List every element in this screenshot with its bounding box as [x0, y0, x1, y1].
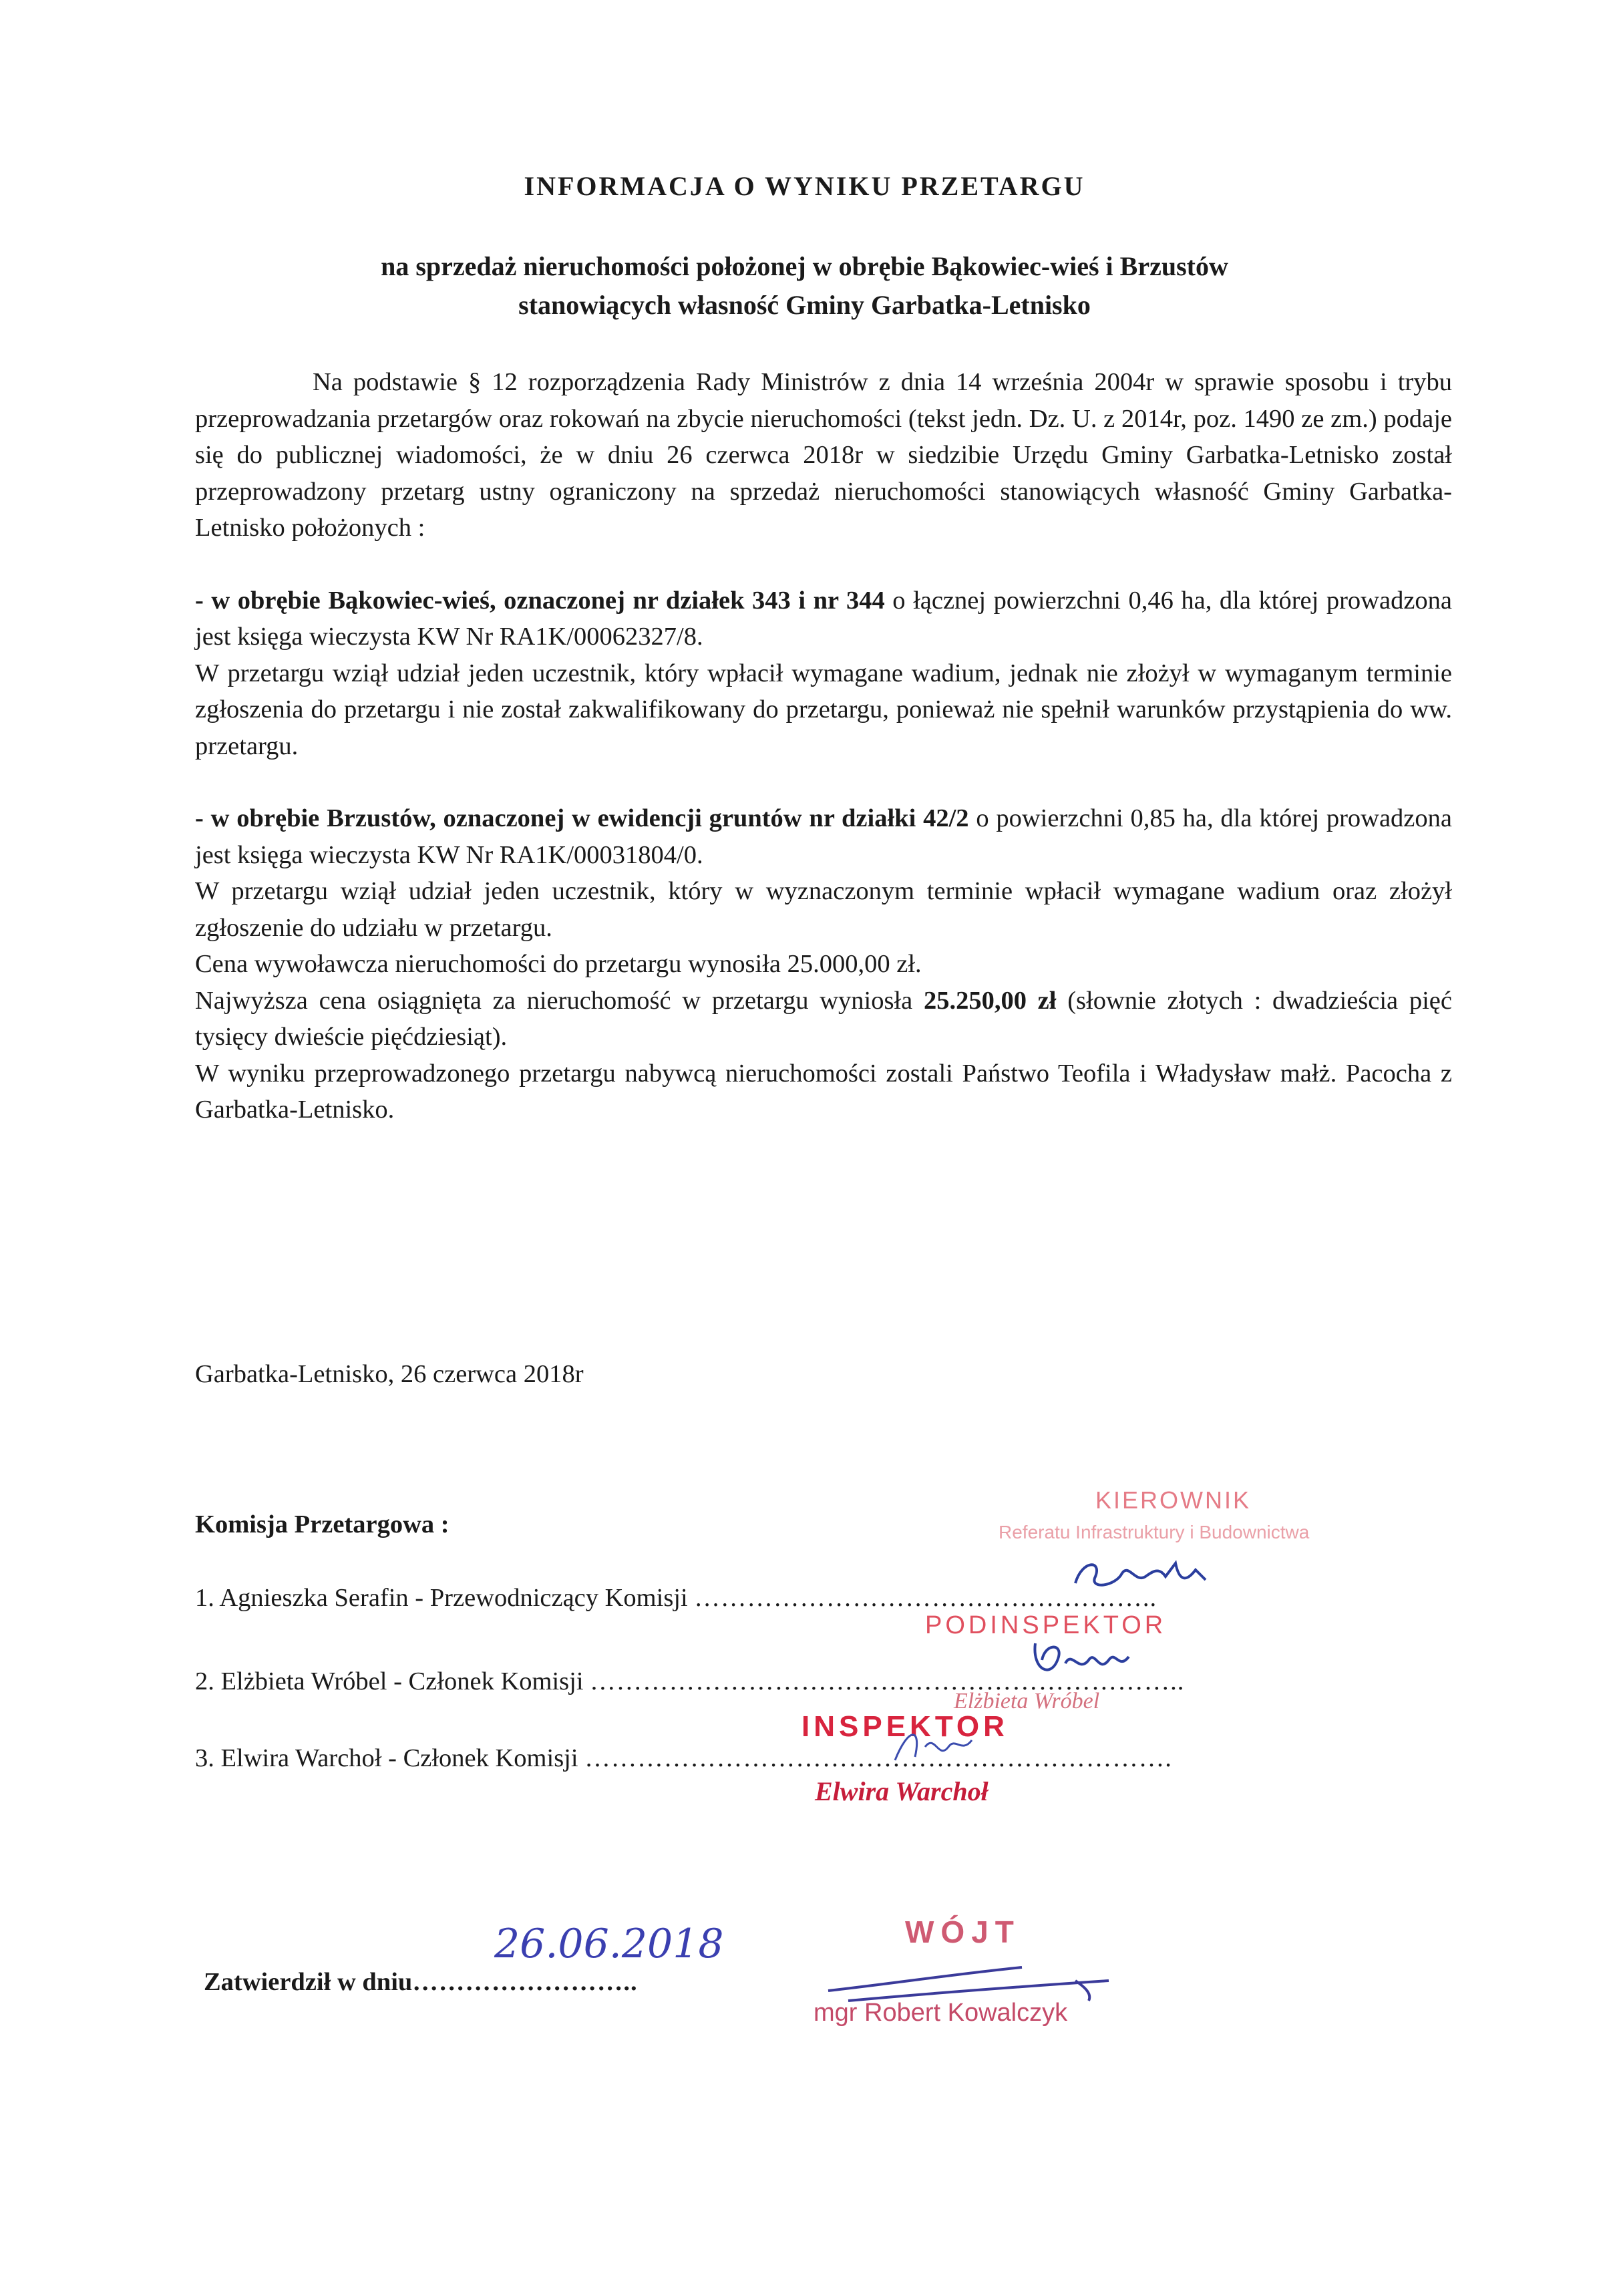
stamp-podinspektor: PODINSPEKTOR [925, 1611, 1167, 1639]
stamp-elwira-warchol: Elwira Warchoł [815, 1776, 989, 1806]
section-bakowiec [195, 583, 1452, 655]
section-brzustow-heading-rest: o powierzchni 0,85 ha, dla której prowadzona jest księga wieczysta KW Nr RA1K/00031804/0. [195, 804, 1452, 869]
committee-member-1: 1. Agnieszka Serafin - Przewodniczący Komisji …………………………………………….. [195, 1584, 1157, 1612]
handwritten-date: 26.06.2018 [494, 1921, 724, 1967]
signature-line: …………………………………………….. [694, 1584, 1157, 1612]
stamp-referat: Referatu Infrastruktury i Budownictwa [999, 1522, 1310, 1542]
section-brzustow-buyer: W wyniku przeprowadzonego przetargu nabywcą nieruchomości zostali Państwo Teofila i Władysław małż. Pacocha z Garbatka-Letnisko. [195, 1059, 1452, 1124]
intro-paragraph: Na podstawie § 12 rozporządzenia Rady Ministrów z dnia 14 września 2004r w sprawie sposobu i trybu przeprowadzania przetargów oraz rokowań na zbycie nieruchomości (tekst jedn. Dz. U. z 2014r, poz. 1490 ze zm.) podaje się do publicznej wiadomości, że w dniu 26 czerwca 2018r w siedzibie Urzędu Gminy Garbatka-Letnisko został przeprowadzony przetarg ustny ograniczony na sprzedaż nieruchomości stanowiących własność Gminy Garbatka-Letnisko położonych : [195, 368, 1452, 542]
signature-warchol [888, 1720, 989, 1774]
section-bakowiec-heading: - w obrębie Bąkowiec-wieś, oznaczonej nr działek 343 i nr 344 [195, 586, 885, 615]
section-brzustow-heading: - w obrębie Brzustów, oznaczonej w ewidencji gruntów nr działki 42/2 [195, 804, 969, 832]
section-bakowiec-text: W przetargu wziął udział jeden uczestnik, który wpłacił wymagane wadium, jednak nie złożył w wymaganym terminie zgłoszenia do przetargu i nie został zakwalifikowany do przetargu, ponieważ nie spełnił warunków przystąpienia do ww. przetargu. [195, 659, 1452, 760]
committee-heading: Komisja Przetargowa : [195, 1510, 450, 1538]
highest-price-amount: 25.250,00 zł [923, 986, 1057, 1015]
section-brzustow [195, 800, 1452, 873]
stamp-kierownik: KIEROWNIK [1095, 1486, 1252, 1514]
subtitle-line-1: na sprzedaż nieruchomości położonej w obrębie Bąkowiec-wieś i Brzustów [381, 251, 1228, 281]
approval-dots: …………………….. [412, 1968, 638, 1996]
signature-serafin [1069, 1546, 1216, 1600]
stamp-elzbieta-wrobel: Elżbieta Wróbel [954, 1689, 1100, 1713]
signature-wojt [822, 1957, 1115, 2011]
signature-line: …………………………………………………………. [584, 1744, 1172, 1772]
approval-line: Zatwierdził w dniu…………………….. [204, 1968, 638, 1996]
place-date: Garbatka-Letnisko, 26 czerwca 2018r [195, 1360, 584, 1388]
committee-member-2: 2. Elżbieta Wróbel - Członek Komisji ………………………………………………………….. [195, 1667, 1185, 1695]
document-body [195, 364, 1452, 1128]
section-brzustow-highest-price: Najwyższa cena osiągnięta za nieruchomość w przetargu wyniosła 25.250,00 zł (słownie złotych : dwadzieścia pięć tysięcy dwieście pięćdziesiąt). [195, 986, 1452, 1051]
document-title: INFORMACJA O WYNIKU PRZETARGU [524, 171, 1085, 201]
section-bakowiec-heading-rest: o łącznej powierzchni 0,46 ha, dla której prowadzona jest księga wieczysta KW Nr RA1K/00062327/8. [195, 586, 1452, 651]
section-brzustow-participant: W przetargu wziął udział jeden uczestnik, który w wyznaczonym terminie wpłacił wymagane wadium oraz złożył zgłoszenie do udziału w przetargu. [195, 877, 1452, 942]
committee-member-3: 3. Elwira Warchoł - Członek Komisji …………………………………………………………. [195, 1744, 1172, 1772]
stamp-mgr-robert-kowalczyk: mgr Robert Kowalczyk [814, 1999, 1068, 2027]
stamp-inspektor: INSPEKTOR [801, 1710, 1009, 1743]
document-subtitle [0, 247, 1609, 325]
signature-line: ………………………………………………………….. [590, 1667, 1185, 1695]
section-brzustow-starting-price: Cena wywoławcza nieruchomości do przetargu wynosiła 25.000,00 zł. [195, 950, 922, 978]
stamp-wojt: WÓJT [905, 1915, 1021, 1949]
signature-wrobel [1025, 1630, 1145, 1690]
subtitle-line-2: stanowiących własność Gminy Garbatka-Letnisko [518, 290, 1091, 320]
